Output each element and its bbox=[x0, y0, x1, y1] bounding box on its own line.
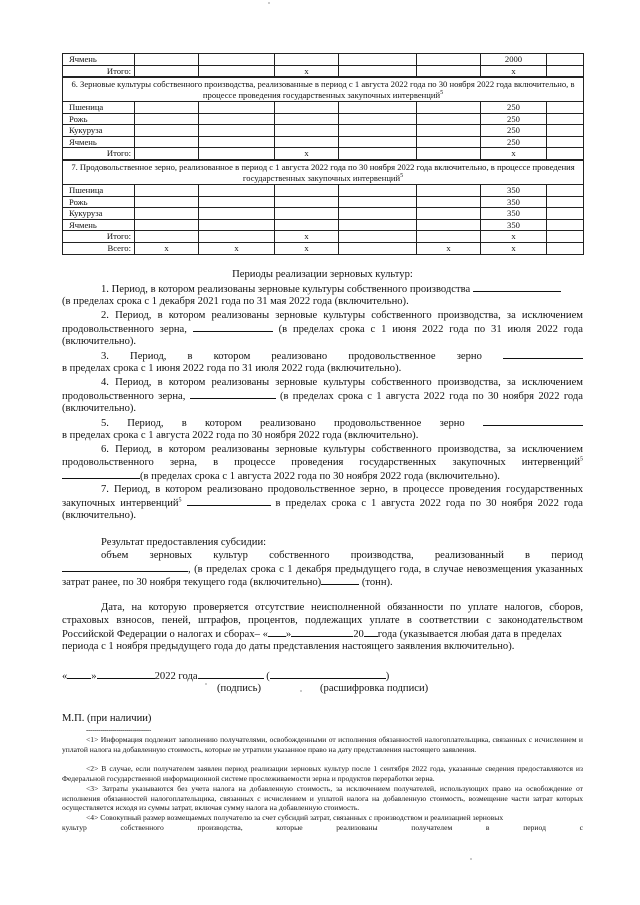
table-row bbox=[63, 242, 584, 254]
result-line-1: объем зерновых культур собственного производства, реализованный в период bbox=[101, 550, 583, 561]
row-mark: х bbox=[275, 242, 339, 254]
period-1: 1. Период, в котором реализованы зерновые культуры собственного производства bbox=[62, 282, 583, 296]
row-value: 2000 bbox=[481, 54, 547, 66]
table-row bbox=[63, 113, 584, 125]
row-label: Рожь bbox=[63, 113, 135, 125]
row-value: 350 bbox=[481, 185, 547, 197]
table-row bbox=[63, 208, 584, 220]
footnote-3: <3> Затраты указываются без учета налога на добавленную стоимость, за исключением получателей, использующих право на освобождение от исполнения обязанностей налогоплательщика, связанных с исчислением и уплатой налога на добавленную стоимость, возмещение части затрат которых осуществляется исходя из суммы затрат, включая сумму налога на добавленную стоимость. bbox=[62, 784, 583, 812]
scan-speck bbox=[300, 690, 302, 692]
table-row bbox=[63, 196, 584, 208]
row-value: 350 bbox=[481, 208, 547, 220]
period-4: 4. Период, в котором реализованы зерновые культуры собственного производства, за исключением bbox=[101, 377, 583, 388]
row-value: 350 bbox=[481, 196, 547, 208]
row-mark: х bbox=[275, 231, 339, 243]
period-6-cont: продовольственного зерна, в процессе проведения государственных закупочных интервенций$^5$ bbox=[62, 456, 583, 468]
footnote-separator: -------------------------------- bbox=[86, 726, 151, 734]
row-mark: х bbox=[135, 242, 199, 254]
scan-speck bbox=[268, 2, 270, 4]
signature-line: « » 2022 года ( ) bbox=[62, 671, 390, 682]
row-value: х bbox=[481, 65, 547, 77]
period-2-end: (включительно). bbox=[62, 336, 137, 347]
row-label: Рожь bbox=[63, 196, 135, 208]
period-6-end: (в пределах срока с 1 августа 2022 года по 30 ноября 2022 года (включительно). bbox=[62, 469, 583, 483]
table-section-6 bbox=[62, 77, 584, 160]
check-line-2: страховых взносов, пеней, штрафов, процентов, подлежащих уплате в соответствии с законодательством bbox=[62, 615, 583, 626]
check-line-1: Дата, на которую проверяется отсутствие неисполненной обязанности по уплате налогов, сборов, bbox=[101, 602, 583, 613]
period-3-range: в пределах срока с 1 июня 2022 года по 31 июля 2022 года (включительно). bbox=[62, 363, 402, 374]
row-value: х bbox=[481, 242, 547, 254]
period-5: 5. Период, в котором реализовано продовольственное зерно bbox=[62, 416, 583, 430]
row-value: 250 bbox=[481, 125, 547, 137]
row-label: Кукуруза bbox=[63, 208, 135, 220]
table-row bbox=[63, 219, 584, 231]
row-mark: х bbox=[199, 242, 275, 254]
row-label: Ячмень bbox=[63, 136, 135, 148]
row-label: Итого: bbox=[63, 65, 135, 77]
row-label: Итого: bbox=[63, 231, 135, 243]
row-value: х bbox=[481, 148, 547, 160]
period-2-cont: продовольственного зерна, (в пределах срока с 1 июня 2022 года по 31 июля 2022 года bbox=[62, 324, 583, 335]
section-heading-text: 7. Продовольственное зерно, реализованное в период с 1 августа 2022 года по 30 ноября 2022 года включительно, в процессе проведения государственных закупочных интервенций bbox=[71, 162, 575, 183]
table-row bbox=[63, 125, 584, 137]
row-label: Всего: bbox=[63, 242, 135, 254]
table-section-7 bbox=[62, 160, 584, 255]
table-row bbox=[63, 136, 584, 148]
footnote-4-cont: культур собственного производства, которые реализованы получателем в период с bbox=[62, 823, 583, 832]
footnote-ref: 5 bbox=[400, 172, 404, 179]
footnote-1: <1> Информация подлежит заполнению получателями, освобожденными от исполнения обязанностей налогоплательщика, связанных с исчислением и уплатой налога на добавленную стоимость, которые не утратили указанное право на дату представления настоящего заявления. bbox=[62, 735, 583, 754]
decode-caption: (расшифровка подписи) bbox=[320, 683, 429, 694]
row-value: 350 bbox=[481, 219, 547, 231]
row-mark: х bbox=[275, 148, 339, 160]
period-3: 3. Период, в котором реализовано продовольственное зерно bbox=[62, 349, 583, 363]
periods-title: Периоды реализации зерновых культур: bbox=[232, 269, 413, 280]
check-line-3: Российской Федерации о налогах и сборах– « » 20 года (указывается любая дата в пределах bbox=[62, 629, 562, 640]
section-heading bbox=[63, 78, 584, 102]
row-value: 250 bbox=[481, 102, 547, 114]
row-value: 250 bbox=[481, 113, 547, 125]
section-heading bbox=[63, 161, 584, 185]
result-title: Результат предоставления субсидии: bbox=[101, 537, 267, 548]
stamp-label: М.П. (при наличии) bbox=[62, 713, 152, 724]
row-value: х bbox=[481, 231, 547, 243]
footnote-4: <4> Совокупный размер возмещаемых получателю за счет субсидий затрат, связанных с производством и реализацией зерновых bbox=[86, 813, 504, 822]
period-4-end: (включительно). bbox=[62, 403, 137, 414]
row-mark: х bbox=[275, 65, 339, 77]
scan-speck bbox=[205, 683, 207, 685]
period-6: 6. Период, в котором реализованы зерновые культуры собственного производства, за исключением bbox=[101, 444, 583, 455]
table-continuation bbox=[62, 53, 584, 77]
row-mark: х bbox=[417, 242, 481, 254]
period-4-cont: продовольственного зерна, (в пределах срока с 1 августа 2022 года по 30 ноября 2022 года bbox=[62, 391, 583, 402]
sign-caption: (подпись) bbox=[217, 683, 261, 694]
table-row bbox=[63, 65, 584, 77]
table-row bbox=[63, 185, 584, 197]
period-2: 2. Период, в котором реализованы зерновые культуры собственного производства, за исключением bbox=[101, 310, 583, 321]
row-label: Пшеница bbox=[63, 185, 135, 197]
table-row bbox=[63, 148, 584, 160]
row-label: Ячмень bbox=[63, 219, 135, 231]
scan-speck bbox=[470, 858, 472, 860]
period-7-cont: закупочных интервенций$^5$ в пределах срока с 1 августа 2022 года по 30 ноября 2022 года bbox=[62, 497, 584, 509]
period-7: 7. Период, в котором реализовано продовольственное зерно, в процессе проведения государственных bbox=[101, 484, 583, 495]
period-1-range: (в пределах срока с 1 декабря 2021 года по 31 мая 2022 года (включительно). bbox=[62, 296, 409, 307]
table-row bbox=[63, 231, 584, 243]
table-row bbox=[63, 102, 584, 114]
result-line-3: затрат ранее, по 30 ноября текущего года (включительно) (тонн). bbox=[62, 577, 393, 588]
section-heading-text: 6. Зерновые культуры собственного производства, реализованные в период с 1 августа 2022 года по 30 ноября 2022 года включительно, в процессе проведения государственных закупочных интервенций bbox=[71, 79, 575, 100]
row-label: Ячмень bbox=[63, 54, 135, 66]
row-label: Пшеница bbox=[63, 102, 135, 114]
period-5-range: в пределах срока с 1 августа 2022 года по 30 ноября 2022 года (включительно). bbox=[62, 430, 419, 441]
result-line-2: , (в пределах срока с 1 декабря предыдущего года, в случае невозмещения указанных bbox=[62, 562, 583, 576]
row-label: Итого: bbox=[63, 148, 135, 160]
footnote-2: <2> В случае, если получателем заявлен период реализации зерновых культур после 1 сентября 2022 года, указанные сведения предоставляются из Федеральной государственной информационной системе прослеживаемости зерна и продуктов переработки зерна. bbox=[62, 764, 583, 783]
check-line-4: периода с 1 ноября предыдущего года до даты представления настоящего заявления включительно). bbox=[62, 641, 515, 652]
period-7-end: (включительно). bbox=[62, 510, 137, 521]
row-label: Кукуруза bbox=[63, 125, 135, 137]
row-value: 250 bbox=[481, 136, 547, 148]
table-row bbox=[63, 54, 584, 66]
footnote-ref: 5 bbox=[440, 89, 444, 96]
